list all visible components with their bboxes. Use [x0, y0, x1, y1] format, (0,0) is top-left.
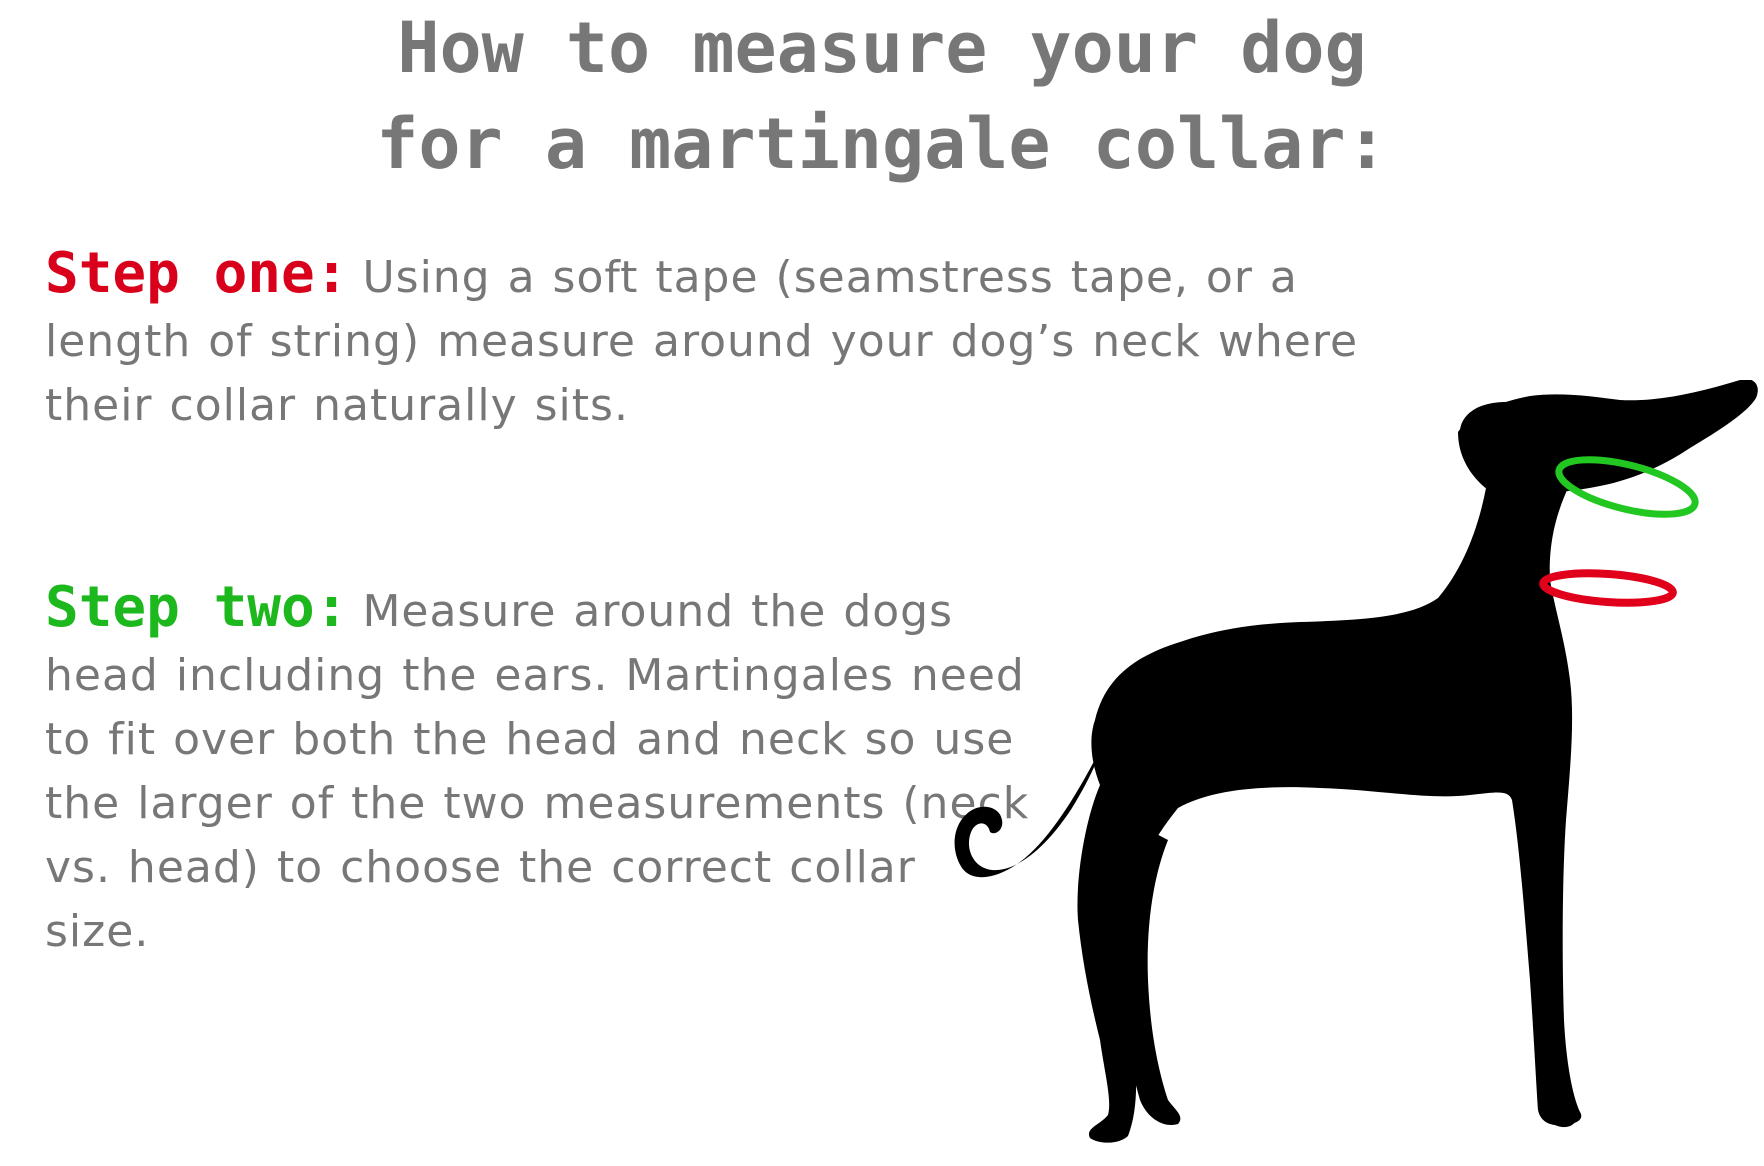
title-line-2: for a martingale collar: — [376, 103, 1388, 185]
title-line-1: How to measure your dog — [397, 7, 1367, 89]
step-one-label: Step one: — [45, 241, 349, 306]
greyhound-illustration — [940, 380, 1764, 1166]
step-two-text: Measure around the dogs head including the ears. Martingales need to fit over both the head and neck so use the larger of the two measurements (neck vs. head) to choose the correct collar size. — [45, 586, 1030, 957]
step-one-text: Using a soft tape (seamstress tape, or a length of string) measure around your dog’s neck where their collar naturally sits. — [45, 252, 1359, 431]
greyhound-silhouette — [955, 380, 1758, 1143]
page-title — [0, 0, 1764, 192]
step-two-label: Step two: — [45, 575, 349, 640]
neck-measure-ring — [1542, 569, 1674, 606]
step-two-block — [45, 576, 1035, 964]
